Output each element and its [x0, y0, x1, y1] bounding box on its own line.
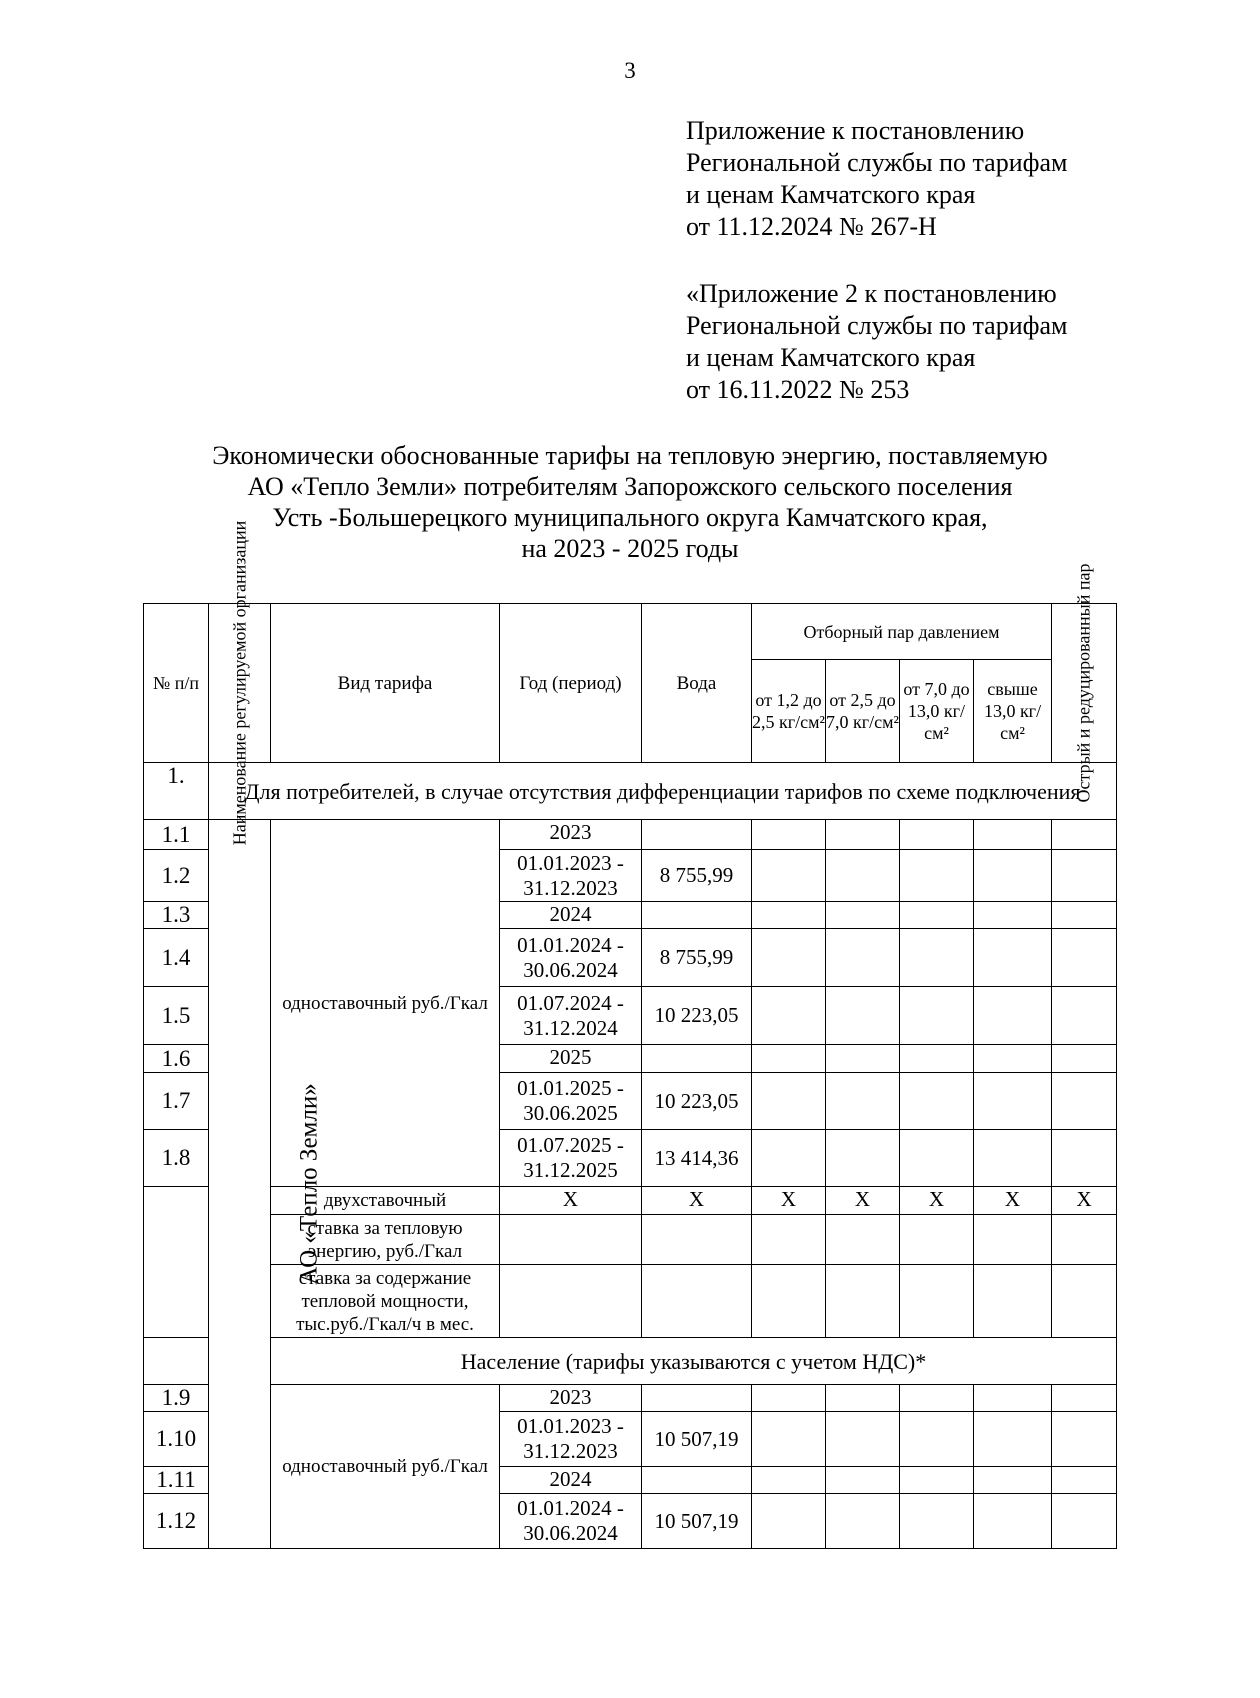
- row-period: 01.01.2024 - 30.06.2024: [500, 929, 642, 987]
- appendix-line: Региональной службы по тарифам: [686, 311, 1068, 340]
- appendix-line: от 11.12.2024 № 267-Н: [686, 212, 937, 241]
- appendix-line: Региональной службы по тарифам: [686, 148, 1068, 177]
- row-period: 2024: [500, 1467, 642, 1494]
- row-num: 1.5: [144, 987, 209, 1045]
- appendix-line: и ценам Камчатского края: [686, 180, 976, 209]
- appendix-line: и ценам Камчатского края: [686, 343, 976, 372]
- header-steam-1: от 1,2 до 2,5 кг/см²: [752, 660, 826, 763]
- row-water: 8 755,99: [642, 850, 752, 902]
- title-line: АО «Тепло Земли» потребителям Запорожского сельского поселения: [247, 472, 1013, 501]
- row-period: 2023: [500, 1385, 642, 1412]
- appendix-line: от 16.11.2022 № 253: [686, 375, 910, 404]
- row-period: 01.01.2025 - 30.06.2025: [500, 1073, 642, 1130]
- row-num: 1.3: [144, 902, 209, 929]
- header-org: [209, 520, 271, 846]
- row-water: [642, 820, 752, 850]
- org-name-cell: [209, 820, 323, 1549]
- row-num: 1.4: [144, 929, 209, 987]
- page-number: 3: [624, 58, 636, 83]
- header-steam-4: свыше 13,0 кг/см²: [974, 660, 1052, 763]
- header-steam-2: от 2,5 до 7,0 кг/см²: [826, 660, 900, 763]
- section-num: 1.: [144, 763, 209, 820]
- appendix-original-block: [686, 278, 1067, 406]
- row-period: 2023: [500, 820, 642, 850]
- header-num: № п/п: [144, 604, 209, 763]
- row-num: 1.6: [144, 1045, 209, 1073]
- row-period: 01.01.2023 - 31.12.2023: [500, 850, 642, 902]
- header-water: Вода: [642, 604, 752, 763]
- appendix-current-block: [686, 115, 1067, 243]
- row-num: 1.7: [144, 1073, 209, 1130]
- header-year: Год (период): [500, 604, 642, 763]
- row-num: 1.1: [144, 820, 209, 850]
- capacity-rate-label: ставка за содержание тепловой мощности, тыс.руб./Гкал/ч в мес.: [271, 1265, 500, 1338]
- row-water: 10 507,19: [642, 1412, 752, 1467]
- row-water: 10 507,19: [642, 1494, 752, 1549]
- row-num: 1.12: [144, 1494, 209, 1549]
- row-period: 2025: [500, 1045, 642, 1073]
- section-title: Для потребителей, в случае отсутствия дифференциации тарифов по схеме подключения: [209, 763, 1117, 820]
- row-period: 01.01.2024 - 30.06.2024: [500, 1494, 642, 1549]
- row-water: [642, 902, 752, 929]
- org-name: АО «Тепло Земли»: [295, 1083, 323, 1285]
- row-water: 8 755,99: [642, 929, 752, 987]
- header-org-text: Наименование регулируемой организации: [229, 520, 249, 846]
- two-rate-mark: X: [752, 1187, 826, 1215]
- single-rate-population-label: одноставочный руб./Гкал: [271, 1385, 500, 1549]
- row-period: 01.07.2024 - 31.12.2024: [500, 987, 642, 1045]
- population-title: Население (тарифы указываются с учетом НДС)*: [271, 1338, 1117, 1385]
- row-water: [642, 1045, 752, 1073]
- title-line: на 2023 - 2025 годы: [521, 534, 739, 563]
- two-rate-mark: X: [974, 1187, 1052, 1215]
- title-line: Экономически обоснованные тарифы на тепловую энергию, поставляемую: [212, 441, 1048, 470]
- header-tariff-type: Вид тарифа: [271, 604, 500, 763]
- single-rate-label: одноставочный руб./Гкал: [271, 820, 500, 1187]
- energy-rate-label: ставка за тепловую энергию, руб./Гкал: [271, 1215, 500, 1265]
- two-rate-mark: X: [1052, 1187, 1117, 1215]
- row-period: 01.07.2025 - 31.12.2025: [500, 1130, 642, 1187]
- row-num: 1.10: [144, 1412, 209, 1467]
- row-num: 1.8: [144, 1130, 209, 1187]
- two-rate-mark: X: [900, 1187, 974, 1215]
- row-water: [642, 1467, 752, 1494]
- appendix-line: «Приложение 2 к постановлению: [686, 279, 1057, 308]
- appendix-line: Приложение к постановлению: [686, 116, 1025, 145]
- header-steam-group: Отборный пар давлением: [752, 604, 1052, 660]
- two-rate-mark: X: [500, 1187, 642, 1215]
- row-water: 10 223,05: [642, 1073, 752, 1130]
- header-sharp-steam-text: Острый и редуцированный пар: [1073, 563, 1094, 803]
- document-title: [0, 440, 1260, 564]
- row-num: 1.9: [144, 1385, 209, 1412]
- row-water: [642, 1385, 752, 1412]
- header-steam-3: от 7,0 до 13,0 кг/см²: [900, 660, 974, 763]
- header-sharp-steam: [1052, 563, 1117, 803]
- two-rate-mark: X: [826, 1187, 900, 1215]
- two-rate-num: [144, 1187, 209, 1338]
- row-water: 10 223,05: [642, 987, 752, 1045]
- row-num: 1.11: [144, 1467, 209, 1494]
- row-water: 13 414,36: [642, 1130, 752, 1187]
- row-num: 1.2: [144, 850, 209, 902]
- population-num: [144, 1338, 209, 1385]
- title-line: Усть -Большерецкого муниципального округа Камчатского края,: [272, 503, 988, 532]
- row-period: 01.01.2023 - 31.12.2023: [500, 1412, 642, 1467]
- row-period: 2024: [500, 902, 642, 929]
- two-rate-label: двухставочный: [271, 1187, 500, 1215]
- two-rate-mark: X: [642, 1187, 752, 1215]
